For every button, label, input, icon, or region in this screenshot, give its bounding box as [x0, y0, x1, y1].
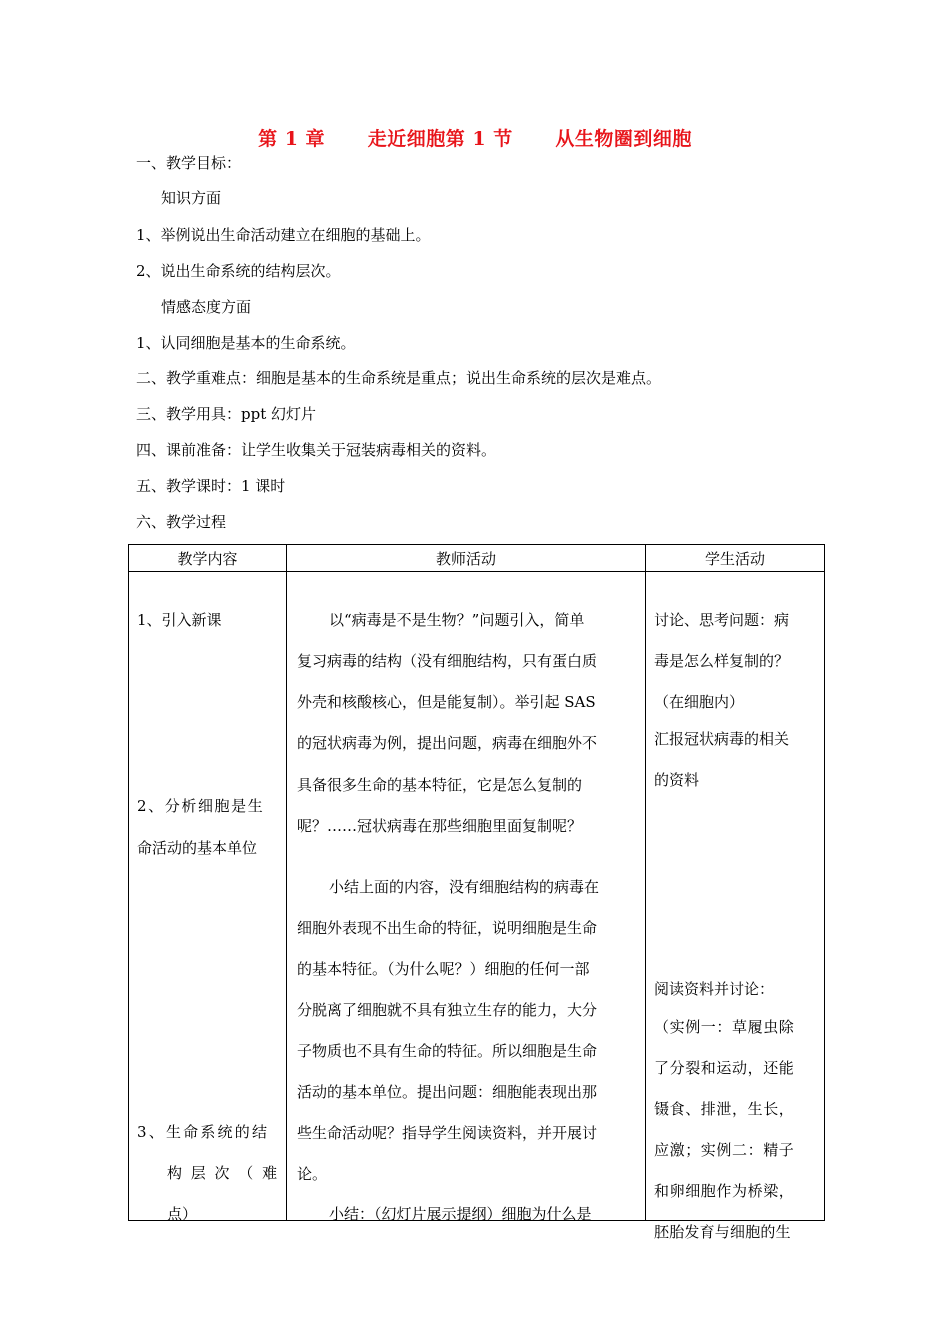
section-key-points: 二、教学重难点：细胞是基本的生命系统是重点；说出生命系统的层次是难点。	[136, 369, 662, 387]
student-line: 讨论、思考问题：病	[654, 611, 790, 629]
section-preparation: 四、课前准备：让学生收集关于冠装病毒相关的资料。	[136, 441, 497, 459]
table-header-row	[129, 545, 825, 572]
teacher-line: 外壳和核酸核心，但是能复制）。举引起 SAS	[297, 693, 596, 711]
teacher-line: 分脱离了细胞就不具有独立生存的能力，大分	[297, 1001, 598, 1019]
header-student: 学生活动	[646, 545, 825, 572]
student-line: （实例一：草履虫除	[654, 1018, 795, 1036]
student-line: （在细胞内）	[654, 693, 745, 711]
teaching-process-table	[128, 544, 825, 1241]
teacher-line: 些生命活动呢？指导学生阅读资料，并开展讨	[297, 1124, 598, 1142]
teacher-line: 呢？……冠状病毒在那些细胞里面复制呢？	[297, 817, 583, 835]
knowledge-item-2: 2、说出生命系统的结构层次。	[136, 262, 341, 280]
student-cell	[646, 572, 825, 1241]
content-line: 1、引入新课	[137, 611, 222, 629]
teacher-line: 小结上面的内容，没有细胞结构的病毒在	[329, 878, 600, 896]
teacher-line: 活动的基本单位。提出问题：细胞能表现出那	[297, 1083, 598, 1101]
section-class-hours: 五、教学课时：1 课时	[136, 477, 286, 495]
header-teacher: 教师活动	[287, 545, 646, 572]
teacher-cell	[287, 572, 646, 1221]
teacher-line: 复习病毒的结构（没有细胞结构，只有蛋白质	[297, 652, 598, 670]
student-line: 镊食、排泄，生长，	[654, 1100, 795, 1118]
section-process: 六、教学过程	[136, 513, 227, 531]
student-line: 汇报冠状病毒的相关	[654, 730, 790, 748]
content-cell	[129, 572, 287, 1221]
content-line: 构 层 次 （ 难	[167, 1164, 280, 1182]
student-line: 和卵细胞作为桥梁，	[654, 1182, 795, 1200]
teacher-line: 具备很多生命的基本特征，它是怎么复制的	[297, 776, 583, 794]
attitude-item-1: 1、认同细胞是基本的生命系统。	[136, 334, 356, 352]
teacher-line: 子物质也不具有生命的特征。所以细胞是生命	[297, 1042, 598, 1060]
section-tools: 三、教学用具：ppt 幻灯片	[136, 405, 317, 423]
student-line: 胚胎发育与细胞的生	[654, 1223, 791, 1241]
student-line: 的资料	[654, 771, 700, 789]
document-title: 第 1 章 走近细胞第 1 节 从生物圈到细胞	[258, 128, 692, 150]
teacher-line: 以“病毒是不是生物？”问题引入，简单	[329, 611, 585, 629]
content-line: 命活动的基本单位	[137, 839, 258, 857]
header-content: 教学内容	[129, 545, 287, 572]
student-line: 阅读资料并讨论：	[654, 980, 775, 998]
section-objectives: 一、教学目标：	[136, 154, 242, 172]
subheading-knowledge: 知识方面	[161, 189, 222, 207]
student-line: 应激；实例二：精子	[654, 1141, 795, 1159]
teacher-line: 小结：（幻灯片展示提纲）细胞为什么是	[329, 1205, 592, 1223]
subheading-attitude: 情感态度方面	[161, 298, 252, 316]
teacher-line: 的基本特征。（为什么呢？）细胞的任何一部	[297, 960, 590, 978]
content-line: 3、生命系统的结	[137, 1123, 270, 1141]
teacher-line: 的冠状病毒为例，提出问题，病毒在细胞外不	[297, 734, 598, 752]
table-row	[129, 572, 825, 1221]
teacher-line: 细胞外表现不出生命的特征，说明细胞是生命	[297, 919, 598, 937]
teacher-line: 论。	[297, 1165, 328, 1183]
student-line: 毒是怎么样复制的？	[654, 652, 790, 670]
content-line: 2、分析细胞是生	[137, 797, 265, 815]
knowledge-item-1: 1、举例说出生命活动建立在细胞的基础上。	[136, 226, 431, 244]
student-line: 了分裂和运动，还能	[654, 1059, 795, 1077]
content-line: 点）	[167, 1205, 198, 1223]
